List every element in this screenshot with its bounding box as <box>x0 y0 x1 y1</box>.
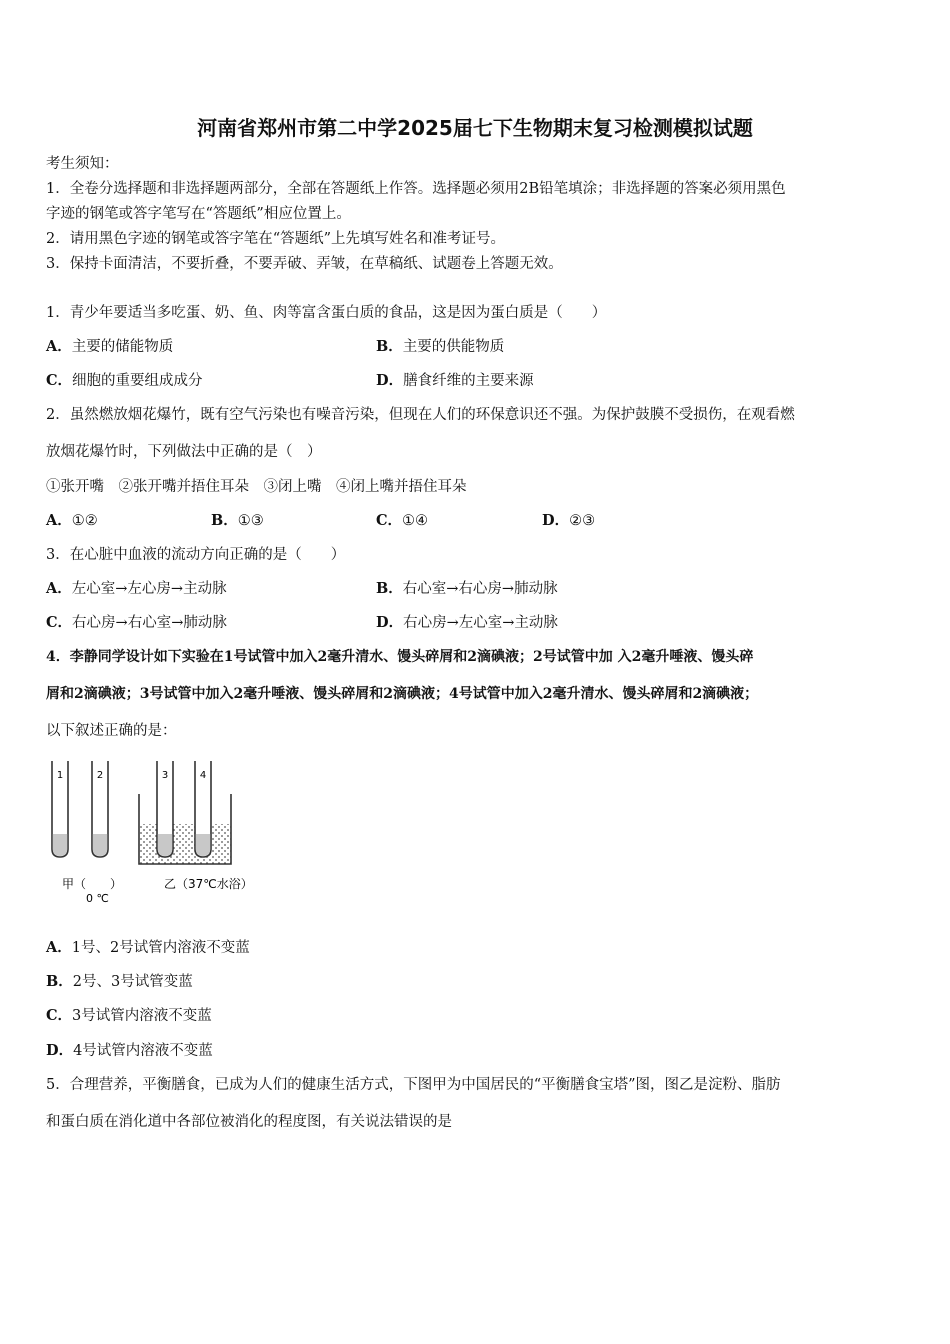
option-text: 主要的供能物质 <box>402 339 505 355</box>
tube-label-3: 3 <box>161 770 169 781</box>
option-label: B． <box>46 973 73 990</box>
notice-item-2: 2．请用黑色字迹的钢笔或答字笔在“答题纸”上先填写姓名和准考证号。 <box>46 231 506 247</box>
q2-option-c <box>376 509 428 530</box>
q4-option-b <box>46 970 193 991</box>
option-text: 1号、2号试管内溶液不变蓝 <box>71 940 250 956</box>
option-label: D． <box>542 512 570 529</box>
option-text: ①④ <box>402 513 429 529</box>
question-3-stem: 3．在心脏中血液的流动方向正确的是（ ） <box>46 547 346 563</box>
q4-option-a <box>46 936 250 957</box>
option-label: D． <box>46 1042 74 1059</box>
caption-left: 甲（ ） <box>62 877 123 891</box>
water-bath <box>139 794 231 864</box>
option-text: 右心房→左心室→主动脉 <box>403 615 558 631</box>
option-text: 细胞的重要组成成分 <box>72 373 203 389</box>
option-label: C． <box>46 372 73 389</box>
q2-option-a <box>46 509 98 530</box>
q3-option-a <box>46 577 227 598</box>
option-text: 4号试管内溶液不变蓝 <box>73 1043 213 1059</box>
option-label: D． <box>376 614 404 631</box>
q2-option-d <box>542 509 595 530</box>
q3-option-c <box>46 611 227 632</box>
question-1-stem: 1．青少年要适当多吃蛋、奶、鱼、肉等富含蛋白质的食品，这是因为蛋白质是（ ） <box>46 305 607 321</box>
notice-item-1-cont: 字迹的钢笔或答字笔写在“答题纸”相应位置上。 <box>46 206 351 222</box>
question-4-stem-end: 以下叙述正确的是： <box>46 723 177 739</box>
option-text: 3号试管内溶液不变蓝 <box>72 1008 212 1024</box>
notice-heading: 考生须知： <box>46 156 119 172</box>
question-2-stem-cont: 放烟花爆竹时，下列做法中正确的是（ ） <box>46 444 322 460</box>
tube-label-2: 2 <box>96 770 104 781</box>
option-label: A． <box>46 580 72 597</box>
option-label: A． <box>46 338 72 355</box>
q4-option-c <box>46 1004 212 1025</box>
option-text: 膳食纤维的主要来源 <box>403 373 534 389</box>
question-4-stem: 4．李静同学设计如下实验在1号试管中加入2毫升清水、馒头碎屑和2滴碘液；2号试管中加 入2毫升唾液、馒头碎 <box>46 649 754 665</box>
tube-label-4: 4 <box>199 770 207 781</box>
option-text: 主要的储能物质 <box>71 339 174 355</box>
option-label: D． <box>376 372 404 389</box>
option-label: C． <box>376 512 403 529</box>
option-text: ②③ <box>569 513 596 529</box>
q4-option-d <box>46 1039 213 1060</box>
caption-left-temp: 0 ℃ <box>86 892 109 905</box>
option-text: 右心房→右心室→肺动脉 <box>72 615 227 631</box>
question-4-stem-cont: 屑和2滴碘液；3号试管中加入2毫升唾液、馒头碎屑和2滴碘液；4号试管中加入2毫升清水、馒头碎屑和2滴碘液； <box>46 686 759 702</box>
option-text: 右心室→右心房→肺动脉 <box>402 581 558 597</box>
notice-item-3: 3．保持卡面清洁，不要折叠，不要弄破、弄皱，在草稿纸、试题卷上答题无效。 <box>46 256 563 272</box>
option-text: 左心室→左心房→主动脉 <box>71 581 227 597</box>
option-label: A． <box>46 512 72 529</box>
option-label: A． <box>46 939 72 956</box>
option-text: ①② <box>71 513 98 529</box>
question-5-stem-cont: 和蛋白质在消化道中各部位被消化的程度图，有关说法错误的是 <box>46 1114 452 1130</box>
option-label: B． <box>376 338 403 355</box>
caption-right: 乙（37℃水浴） <box>164 877 253 891</box>
question-5-stem: 5．合理营养，平衡膳食，已成为人们的健康生活方式，下图甲为中国居民的“平衡膳食宝塔”图，图乙是淀粉、脂肪 <box>46 1077 781 1093</box>
question-2-stem: 2．虽然燃放烟花爆竹，既有空气污染也有噪音污染，但现在人们的环保意识还不强。为保护鼓膜不受损伤，在观看燃 <box>46 407 795 423</box>
option-label: C． <box>46 614 73 631</box>
option-text: ①③ <box>237 513 264 529</box>
q1-option-d <box>376 369 534 390</box>
test-tube-figure <box>46 756 271 906</box>
q1-option-c <box>46 369 203 390</box>
q1-option-a <box>46 335 173 356</box>
q2-option-b <box>211 509 264 530</box>
q3-option-b <box>376 577 558 598</box>
option-label: C． <box>46 1007 73 1024</box>
tube-label-1: 1 <box>56 770 64 781</box>
option-label: B． <box>211 512 238 529</box>
notice-item-1: 1．全卷分选择题和非选择题两部分，全部在答题纸上作答。选择题必须用2B铅笔填涂；非选择题的答案必须用黑色 <box>46 181 786 197</box>
option-text: 2号、3号试管变蓝 <box>72 974 193 990</box>
q3-option-d <box>376 611 558 632</box>
question-2-choices: ①张开嘴 ②张开嘴并捂住耳朵 ③闭上嘴 ④闭上嘴并捂住耳朵 <box>46 479 467 495</box>
page-title: 河南省郑州市第二中学2025届七下生物期末复习检测模拟试题 <box>197 116 753 140</box>
option-label: B． <box>376 580 403 597</box>
q1-option-b <box>376 335 504 356</box>
